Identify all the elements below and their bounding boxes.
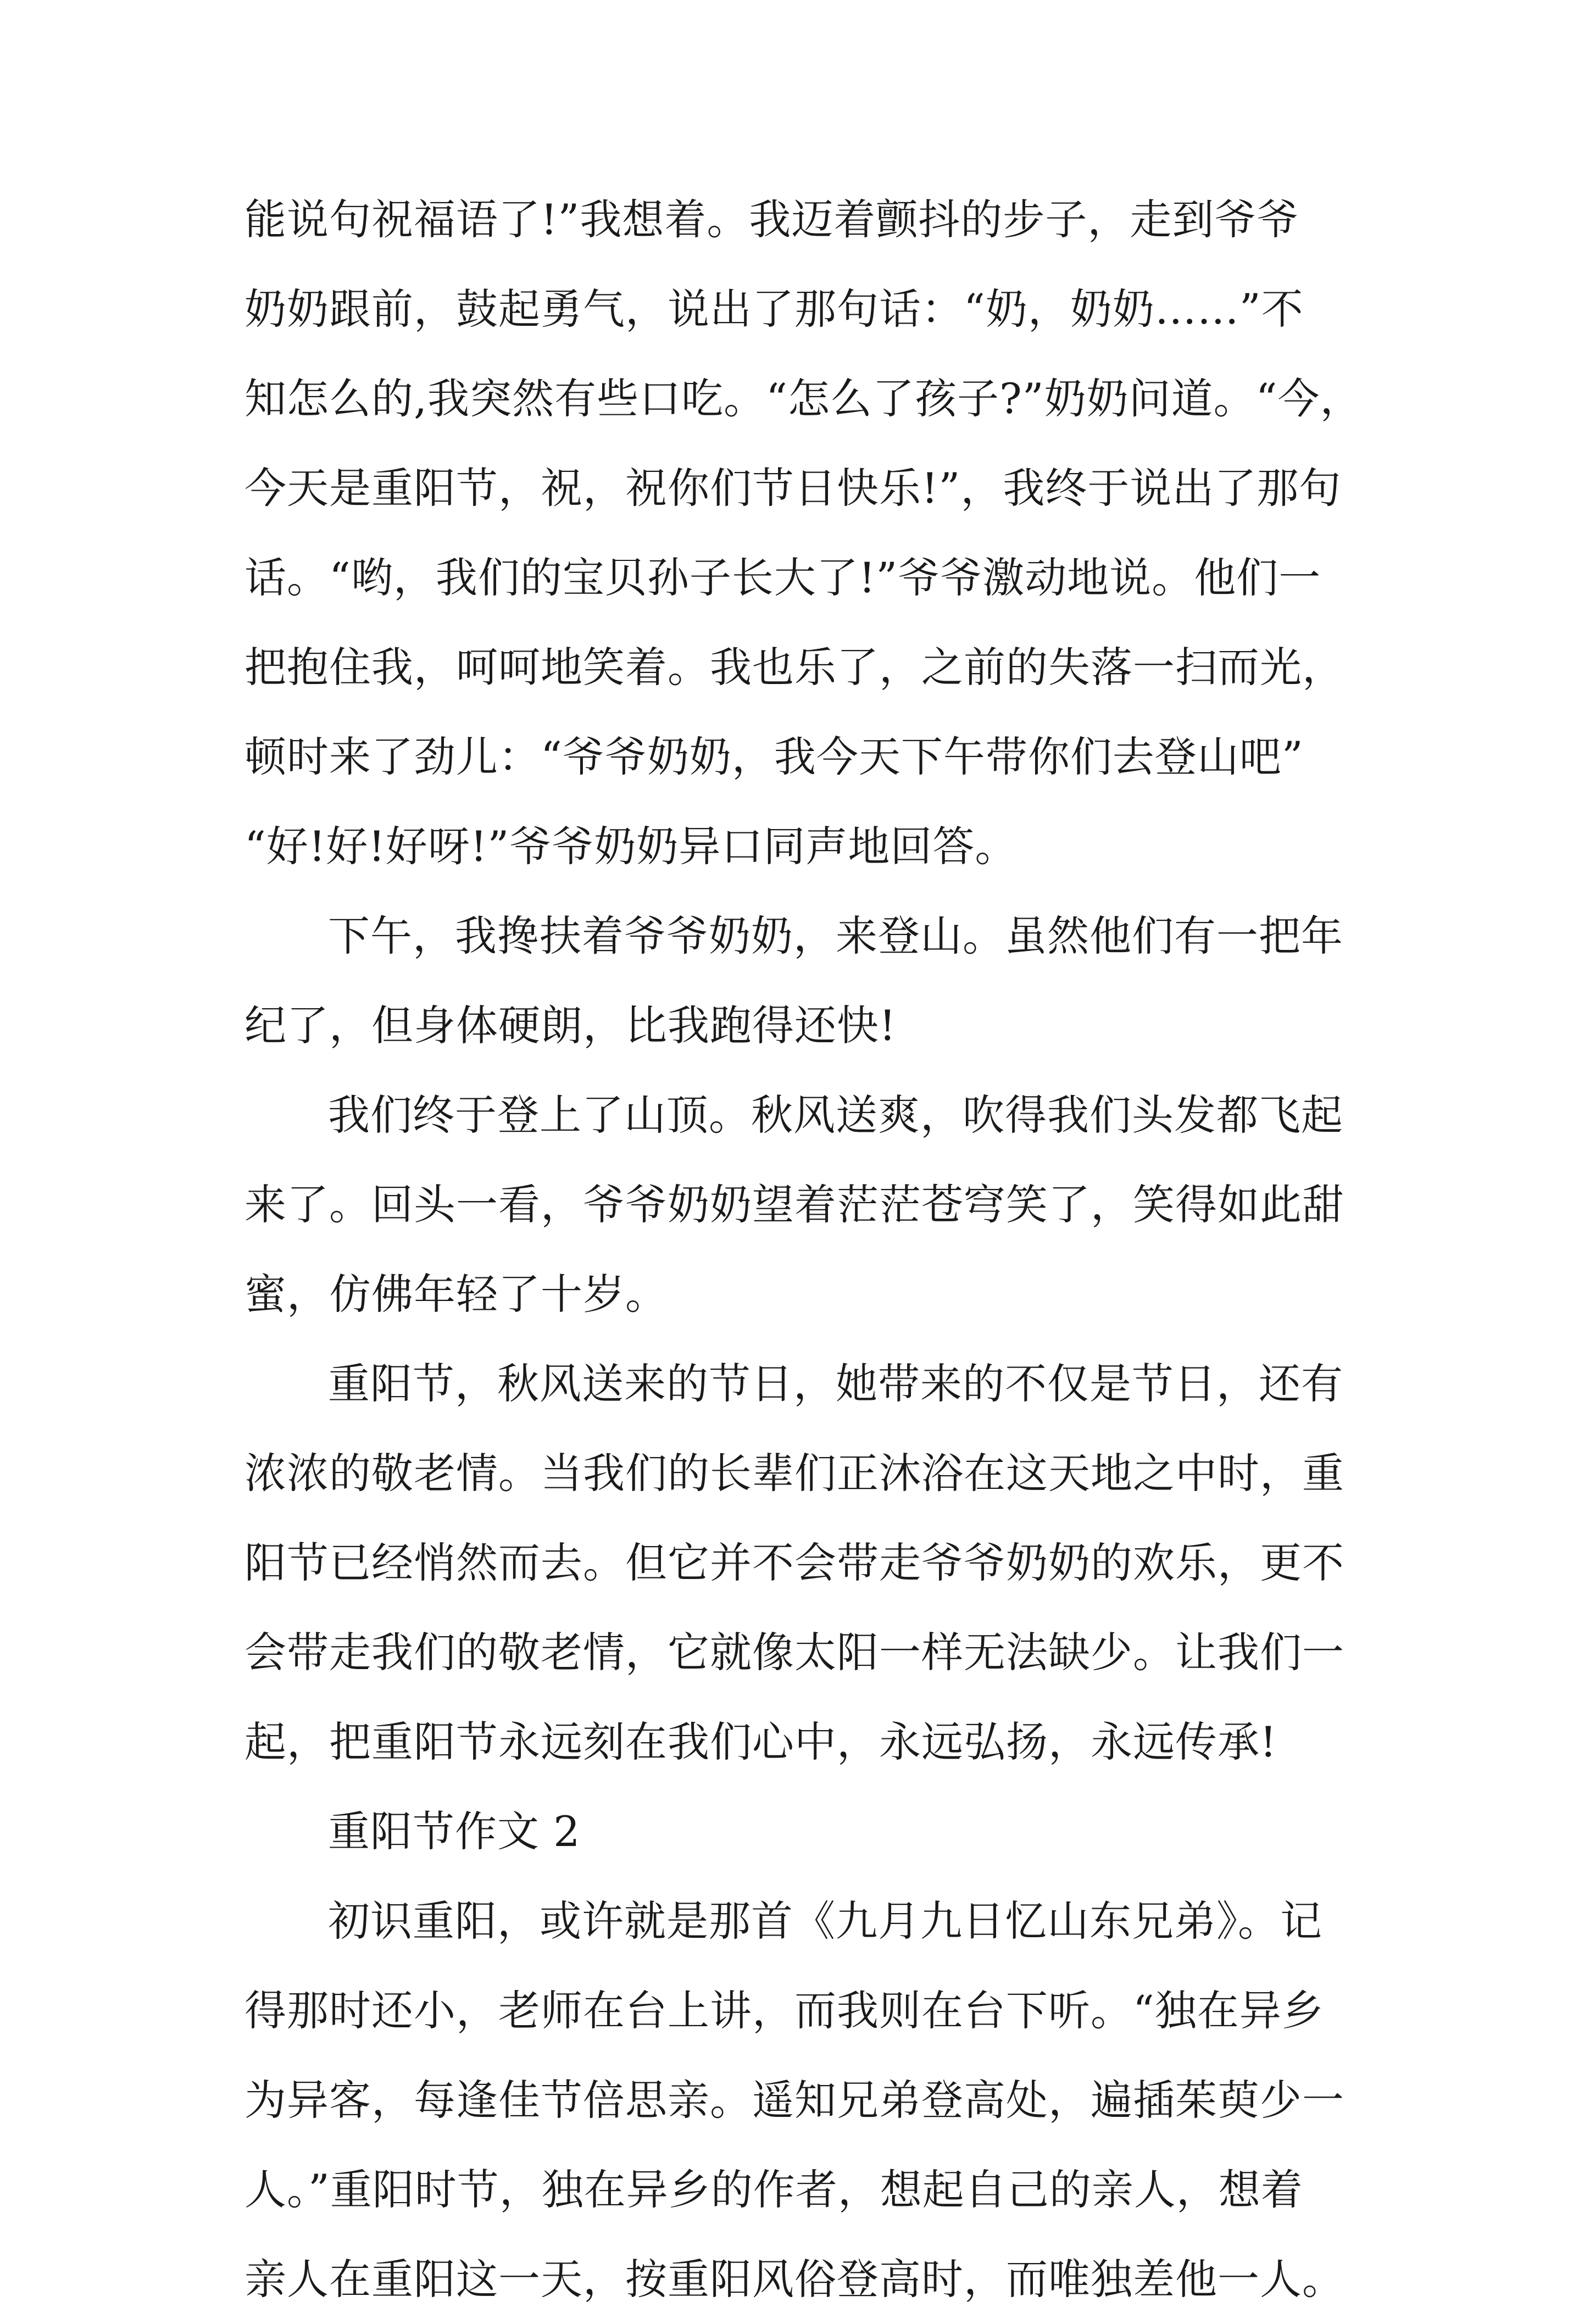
text-line: 亲人在重阳这一天，按重阳风俗登高时，而唯独差他一人。 bbox=[244, 2255, 1344, 2304]
text-line: 浓浓的敬老情。当我们的长辈们正沐浴在这天地之中时，重 bbox=[244, 1449, 1344, 1498]
text-line: 今天是重阳节，祝，祝你们节日快乐!”，我终于说出了那句 bbox=[244, 464, 1342, 513]
text-line: 把抱住我，呵呵地笑着。我也乐了，之前的失落一扫而光， bbox=[244, 643, 1344, 692]
text-line: 奶奶跟前，鼓起勇气，说出了那句话：“奶，奶奶……”不 bbox=[244, 285, 1304, 333]
text-line: 纪了，但身体硬朗，比我跑得还快! bbox=[244, 1001, 897, 1050]
text-line: 蜜，仿佛年轻了十岁。 bbox=[244, 1270, 668, 1319]
text-line: “好!好!好呀!”爷爷奶奶异口同声地回答。 bbox=[244, 822, 1018, 871]
essay-body bbox=[244, 175, 1371, 2324]
text-line: 顿时来了劲儿：“爷爷奶奶，我今天下午带你们去登山吧” bbox=[244, 732, 1304, 781]
text-line: 起，把重阳节永远刻在我们心中，永远弘扬，永远传承! bbox=[244, 1717, 1277, 1766]
text-line: 来了。回头一看，爷爷奶奶望着茫茫苍穹笑了，笑得如此甜 bbox=[244, 1180, 1344, 1229]
paragraph-start-line: 重阳节，秋风送来的节日，她带来的不仅是节日，还有 bbox=[328, 1359, 1343, 1408]
text-line: 为异客，每逢佳节倍思亲。遥知兄弟登高处，遍插茱萸少一 bbox=[244, 2076, 1344, 2125]
text-line: 得那时还小，老师在台上讲，而我则在台下听。“独在异乡 bbox=[244, 1986, 1324, 2035]
text-line: 人。”重阳时节，独在异乡的作者，想起自己的亲人，想着 bbox=[244, 2165, 1303, 2214]
text-line: 知怎么的,我突然有些口吃。“怎么了孩子?”奶奶问道。“今， bbox=[244, 374, 1363, 423]
text-line: 会带走我们的敬老情，它就像太阳一样无法缺少。让我们一 bbox=[244, 1628, 1344, 1677]
text-line: 能说句祝福语了!”我想着。我迈着颤抖的步子，走到爷爷 bbox=[244, 195, 1299, 244]
paragraph-start-line: 下午，我搀扶着爷爷奶奶，来登山。虽然他们有一把年 bbox=[328, 911, 1343, 960]
text-line: 话。“哟，我们的宝贝孙子长大了!”爷爷激动地说。他们一 bbox=[244, 553, 1321, 602]
paragraph-start-line: 我们终于登上了山顶。秋风送爽，吹得我们头发都飞起 bbox=[328, 1091, 1343, 1139]
section-heading: 重阳节作文 2 bbox=[328, 1807, 581, 1856]
paragraph-start-line: 初识重阳，或许就是那首《九月九日忆山东兄弟》。记 bbox=[328, 1897, 1322, 1945]
text-line: 阳节已经悄然而去。但它并不会带走爷爷奶奶的欢乐，更不 bbox=[244, 1538, 1344, 1587]
